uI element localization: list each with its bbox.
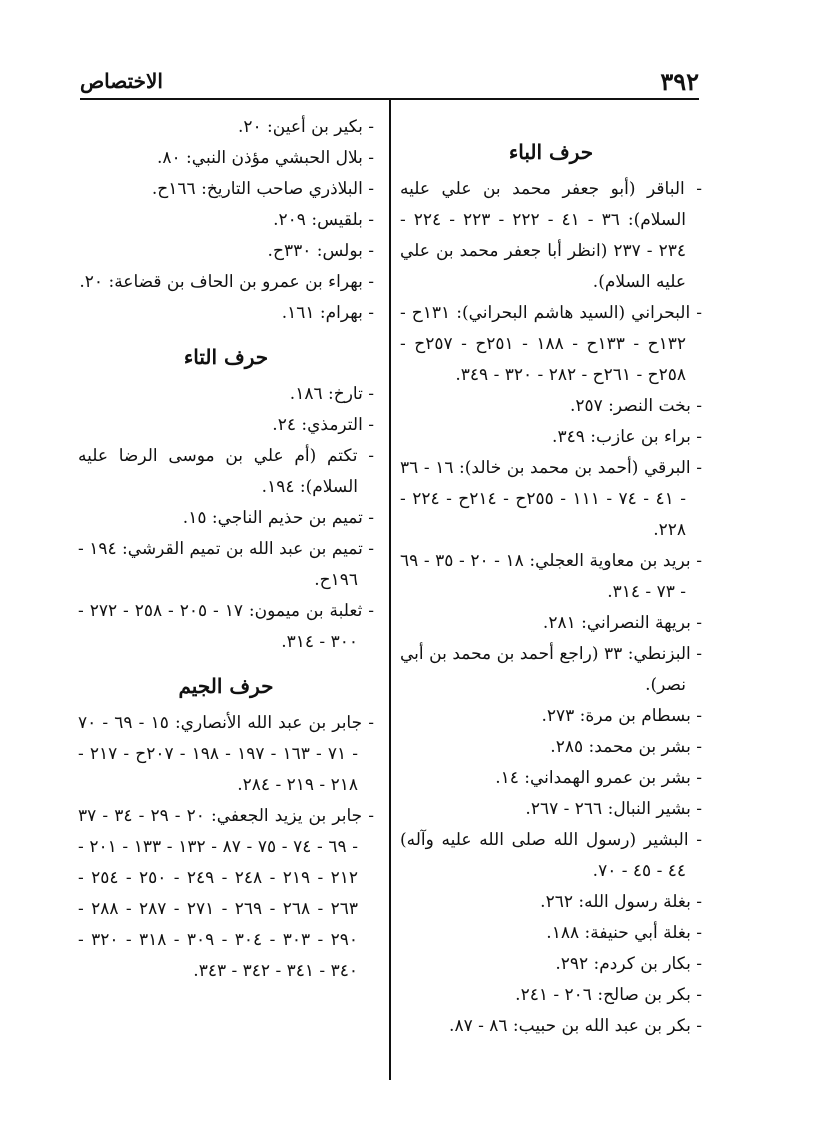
entry-list-ta [78,379,374,658]
index-entry: - البحراني (السيد هاشم البحراني): ١٣١ح - ١٣٢ح - ١٣٣ح - ١٨٨ - ٢٥١ح - ٢٥٧ح - ٢٥٨ح - ٢٦١ح - ٢٨٢ - ٣٢٠ - ٣٤٩. [400,298,702,391]
book-title: الاختصاص [80,69,163,93]
entry-list-jim [78,708,374,987]
index-entry: - بكر بن عبد الله بن حبيب: ٨٦ - ٨٧. [400,1011,702,1042]
index-entry: - البشير (رسول الله صلى الله عليه وآله) ٤٤ - ٤٥ - ٧٠. [400,825,702,887]
index-entry: - بهراء بن عمرو بن الحاف بن قضاعة: ٢٠. [78,267,374,298]
index-entry: - تميم بن عبد الله بن تميم القرشي: ١٩٤ - ١٩٦ح. [78,534,374,596]
index-entry: - بغلة رسول الله: ٢٦٢. [400,887,702,918]
entry-list-ba [400,174,702,1042]
section-title-ta: حرف التاء [183,345,269,369]
index-entry: - بسطام بن مرة: ٢٧٣. [400,701,702,732]
section-title-jim: حرف الجيم [178,674,274,698]
index-entry: - تكتم (أم علي بن موسى الرضا عليه السلام): ١٩٤. [78,441,374,503]
index-entry: - الباقر (أبو جعفر محمد بن علي عليه السلام): ٣٦ - ٤١ - ٢٢٢ - ٢٢٣ - ٢٢٤ - ٢٣٤ - ٢٣٧ (انظر أبا جعفر محمد بن علي عليه السلام). [400,174,702,298]
index-entry: - بريهة النصراني: ٢٨١. [400,608,702,639]
index-entry: - البرقي (أحمد بن محمد بن خالد): ١٦ - ٣٦ - ٤١ - ٧٤ - ١١١ - ٢٥٥ح - ٢١٤ح - ٢٢٤ - ٢٢٨. [400,453,702,546]
column-divider [389,100,391,1080]
index-entry: - تميم بن حذيم الناجي: ١٥. [78,503,374,534]
page-number: ٣٩٢ [660,66,699,96]
index-entry: - بشر بن محمد: ٢٨٥. [400,732,702,763]
index-entry: - بكر بن صالح: ٢٠٦ - ٢٤١. [400,980,702,1011]
index-entry: - بهرام: ١٦١. [78,298,374,329]
index-entry: - بغلة أبي حنيفة: ١٨٨. [400,918,702,949]
index-entry: - بكير بن أعين: ٢٠. [78,112,374,143]
index-column-left [78,112,374,987]
index-entry: - بريد بن معاوية العجلي: ١٨ - ٢٠ - ٣٥ - ٦٩ - ٧٣ - ٣١٤. [400,546,702,608]
index-entry: - بشير النبال: ٢٦٦ - ٢٦٧. [400,794,702,825]
index-entry: - براء بن عازب: ٣٤٩. [400,422,702,453]
section-title-ba: حرف الباء [508,140,594,164]
index-entry: - البزنطي: ٣٣ (راجع أحمد بن محمد بن أبي نصر). [400,639,702,701]
index-entry: - بكار بن كردم: ٢٩٢. [400,949,702,980]
index-entry: - تارخ: ١٨٦. [78,379,374,410]
index-entry: - بلال الحبشي مؤذن النبي: ٨٠. [78,143,374,174]
index-entry: - بولس: ٣٣٠ح. [78,236,374,267]
index-entry: - البلاذري صاحب التاريخ: ١٦٦ح. [78,174,374,205]
index-column-right [400,112,702,1042]
entry-list-ba-continued [78,112,374,329]
index-entry: - بشر بن عمرو الهمداني: ١٤. [400,763,702,794]
index-entry: - بلقيس: ٢٠٩. [78,205,374,236]
index-entry: - بخت النصر: ٢٥٧. [400,391,702,422]
index-entry: - الترمذي: ٢٤. [78,410,374,441]
index-entry: - جابر بن عبد الله الأنصاري: ١٥ - ٦٩ - ٧٠ - ٧١ - ١٦٣ - ١٩٧ - ١٩٨ - ٢٠٧ح - ٢١٧ - ٢١٨ - ٢١٩ - ٢٨٤. [78,708,374,801]
index-entry: - ثعلبة بن ميمون: ١٧ - ٢٠٥ - ٢٥٨ - ٢٧٢ - ٣٠٠ - ٣١٤. [78,596,374,658]
page-header [80,64,699,100]
index-entry: - جابر بن يزيد الجعفي: ٢٠ - ٢٩ - ٣٤ - ٣٧ - ٦٩ - ٧٤ - ٧٥ - ٨٧ - ١٣٢ - ١٣٣ - ٢٠١ - ٢١٢ - ٢١٩ - ٢٤٨ - ٢٤٩ - ٢٥٠ - ٢٥٤ - ٢٦٣ - ٢٦٨ - ٢٦٩ - ٢٧١ - ٢٨٧ - ٢٨٨ - ٢٩٠ - ٣٠٣ - ٣٠٤ - ٣٠٩ - ٣١٨ - ٣٢٠ - ٣٤٠ - ٣٤١ - ٣٤٢ - ٣٤٣. [78,801,374,987]
